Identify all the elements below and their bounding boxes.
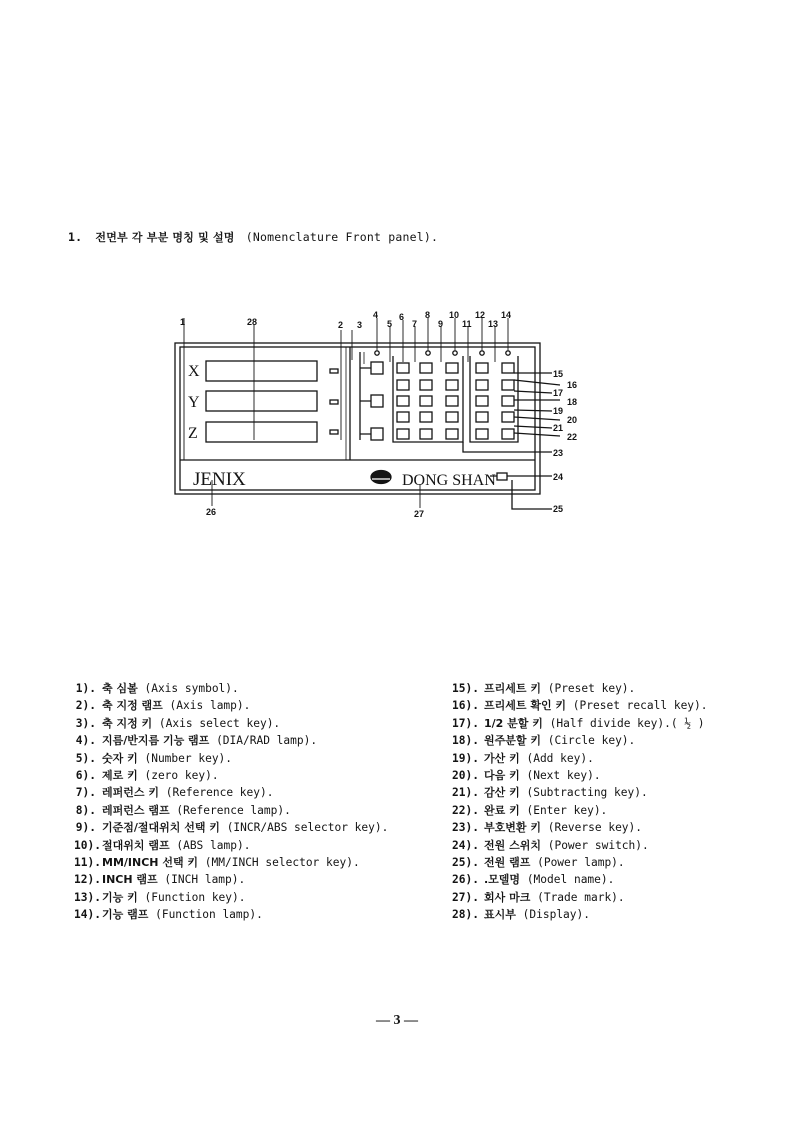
callout-6: 6 <box>399 312 405 322</box>
callout-26: 26 <box>206 507 217 517</box>
legend-item: 16). 프리세트 확인 키 (Preset recall key). <box>452 699 708 713</box>
legend-item: 25). 전원 램프 (Power lamp). <box>452 855 625 869</box>
callout-1: 1 <box>180 317 186 327</box>
legend-left-column <box>74 680 388 923</box>
callout-18: 18 <box>567 397 578 407</box>
callout-4: 4 <box>373 310 379 320</box>
callout-22: 22 <box>567 432 578 442</box>
front-panel-diagram <box>0 0 794 540</box>
axis-lamp-z <box>330 430 338 434</box>
legend-item: 3). 축 지정 키 (Axis select key). <box>75 716 281 730</box>
callout-15: 15 <box>553 369 564 379</box>
legend-item: 27). 회사 마크 (Trade mark). <box>452 890 625 904</box>
legend-item: 18). 원주분할 키 (Circle key). <box>452 734 636 748</box>
callout-16: 16 <box>567 380 578 390</box>
section-title-korean: 전면부 각 부분 명칭 및 설명 <box>95 231 235 244</box>
legend-item: 7). 레퍼런스 키 (Reference key). <box>75 786 274 800</box>
axis-lamp-x <box>330 369 338 373</box>
callout-13: 13 <box>488 319 499 329</box>
axis-symbol-x: X <box>188 363 200 380</box>
legend-item: 26). .모델명 (Model name). <box>452 873 615 887</box>
legend-item: 15). 프리세트 키 (Preset key). <box>452 682 636 695</box>
display-x <box>206 361 317 381</box>
axis-lamp-y <box>330 400 338 404</box>
legend-item: 22). 완료 키 (Enter key). <box>452 803 608 817</box>
callout-24: 24 <box>553 472 564 482</box>
callout-17: 17 <box>553 388 564 398</box>
keypad <box>397 363 514 439</box>
legend-item: 5). 숫자 키 (Number key). <box>75 751 233 765</box>
legend-item: 10).절대위치 램프 (ABS lamp). <box>74 838 251 852</box>
callout-14: 14 <box>501 310 512 320</box>
axis-symbol-y: Y <box>188 394 200 411</box>
display-z <box>206 422 317 442</box>
callout-20: 20 <box>567 415 578 425</box>
axis-symbol-z: Z <box>188 425 198 442</box>
callout-12: 12 <box>475 310 486 320</box>
legend-item: 21). 감산 키 (Subtracting key). <box>452 786 648 800</box>
legend-item: 12).INCH 램프 (INCH lamp). <box>74 873 246 887</box>
callout-10: 10 <box>449 310 460 320</box>
axis-key-x <box>371 362 383 374</box>
legend-item: 6). 제로 키 (zero key). <box>75 768 219 782</box>
trademark-logo <box>371 471 391 484</box>
legend-item: 24). 전원 스위치 (Power switch). <box>452 838 649 852</box>
power-lamp <box>497 473 507 480</box>
callout-3: 3 <box>357 320 363 330</box>
callout-5: 5 <box>387 319 393 329</box>
legend-item: 14).기능 램프 (Function lamp). <box>74 908 263 922</box>
legend-item: 8). 레퍼런스 램프 (Reference lamp). <box>75 803 291 817</box>
legend-item: 4). 지름/반지름 기능 램프 (DIA/RAD lamp). <box>75 734 318 748</box>
callout-2: 2 <box>338 320 344 330</box>
legend-item: 20). 다음 키 (Next key). <box>452 768 601 782</box>
trade-mark-text: DONG SHAN <box>402 472 496 489</box>
legend-item: 17). 1/2 분할 키 (Half divide key).( ½ ) <box>452 716 705 730</box>
callout-28: 28 <box>247 317 258 327</box>
page-number: — 3 — <box>376 1013 418 1028</box>
callout-27: 27 <box>414 509 425 519</box>
callout-7: 7 <box>412 319 418 329</box>
callout-9: 9 <box>438 319 444 329</box>
section-title-english: (Nomenclature Front panel). <box>245 230 439 244</box>
legend-item: 23). 부호변환 키 (Reverse key). <box>452 821 643 835</box>
callout-21: 21 <box>553 423 564 433</box>
legend-item: 11).MM/INCH 선택 키 (MM/INCH selector key). <box>74 855 360 869</box>
legend-right-column <box>452 680 708 923</box>
display-y <box>206 391 317 411</box>
axis-key-z <box>371 428 383 440</box>
callout-11: 11 <box>462 319 472 329</box>
legend-item: 28). 표시부 (Display). <box>452 908 590 922</box>
callout-23: 23 <box>553 448 564 458</box>
callout-25: 25 <box>553 504 564 514</box>
legend-item: 13).기능 키 (Function key). <box>74 890 246 904</box>
axis-key-y <box>371 395 383 407</box>
model-name: JENIX <box>193 469 246 490</box>
legend-item: 9). 기준점/절대위치 선택 키 (INCR/ABS selector key). <box>75 821 389 835</box>
callout-8: 8 <box>425 310 431 320</box>
legend-item: 19). 가산 키 (Add key). <box>452 751 594 765</box>
callout-19: 19 <box>553 406 564 416</box>
legend-item: 1). 축 심볼 (Axis symbol). <box>75 682 239 695</box>
section-number: 1. <box>68 230 83 244</box>
legend-item: 2). 축 지정 램프 (Axis lamp). <box>75 699 251 713</box>
